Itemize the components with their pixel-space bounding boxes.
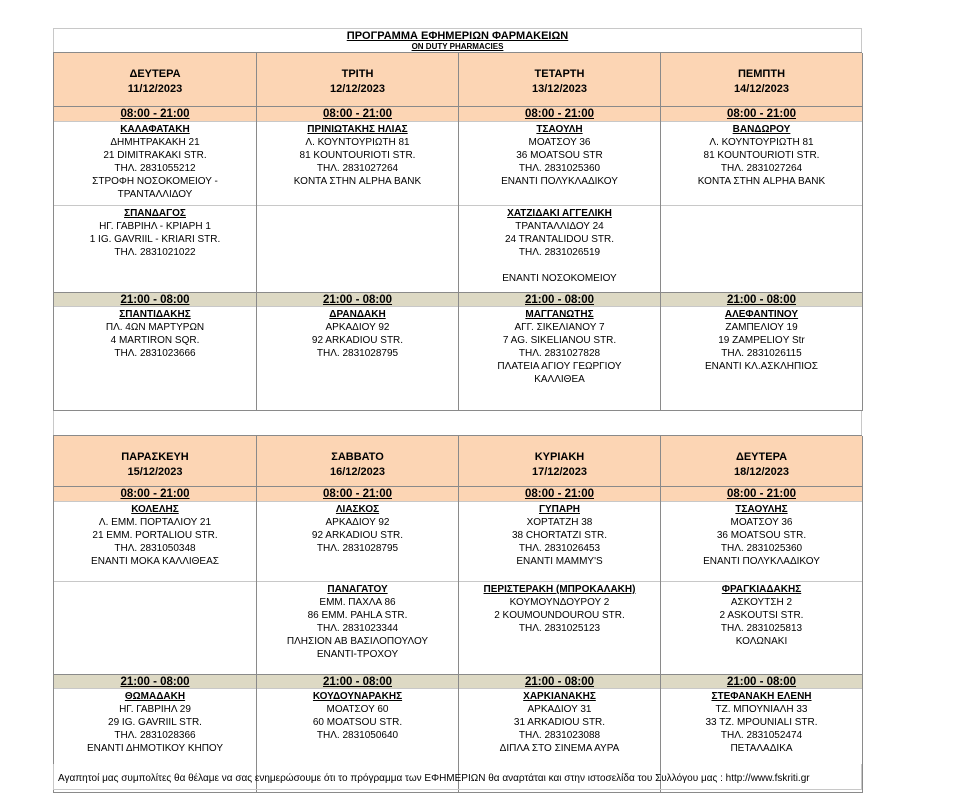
day-name: ΔΕΥΤΕΡΑ	[735, 451, 788, 463]
pharmacy-detail: ΗΓ. ΓΑΒΡΙΗΛ - ΚΡΙΑΡΗ 1	[99, 221, 211, 232]
pharmacy-detail: ΑΡΚΑΔΙΟΥ 31	[527, 704, 592, 715]
pharmacy-detail: 60 MOATSOU STR.	[312, 717, 403, 728]
pharmacy-name: ΤΣΑΟΥΛΗ	[536, 124, 583, 135]
day-shift-hours: 08:00 - 21:00	[257, 107, 458, 122]
pharmacy-detail: 86 EMM. PAHLA STR.	[307, 610, 408, 621]
day-column	[54, 436, 257, 793]
pharmacy-name: ΠΑΝΑΓΑΤΟΥ	[327, 584, 388, 595]
pharmacy-detail: ΠΛΗΣΙΟΝ ΑΒ ΒΑΣΙΛΟΠΟΥΛΟΥ	[286, 636, 429, 647]
pharmacy-detail: ΤΗΛ. 2831025813	[720, 623, 803, 634]
pharmacy-detail: ΠΕΤΑΛΑΔΙΚΑ	[730, 743, 793, 754]
pharmacy-detail: ΑΣΚΟΥΤΣΗ 2	[730, 597, 793, 608]
pharmacy-name: ΦΡΑΓΚΙΑΔΑΚΗΣ	[721, 584, 802, 595]
day-name: ΤΡΙΤΗ	[341, 68, 374, 80]
day-shift-pharmacy	[459, 122, 660, 206]
pharmacy-detail: ΤΗΛ. 2831055212	[114, 163, 196, 174]
day-header	[459, 436, 660, 487]
page-subtitle: ON DUTY PHARMACIES	[411, 42, 504, 51]
day-shift-second-pharmacy	[257, 206, 458, 292]
pharmacy-detail: ΤΗΛ. 2831023088	[518, 730, 601, 741]
pharmacy-detail: ΤΗΛ. 2831025360	[720, 543, 803, 554]
pharmacy-detail: ΑΡΚΑΔΙΟΥ 92	[325, 322, 390, 333]
pharmacy-detail: Λ. ΚΟΥΝΤΟΥΡΙΩΤΗ 81	[305, 137, 410, 148]
day-name: ΤΕΤΑΡΤΗ	[534, 68, 585, 80]
pharmacy-name: ΣΠΑΝΔΑΓΟΣ	[124, 208, 186, 219]
pharmacy-name: ΚΟΛΕΛΗΣ	[131, 504, 179, 515]
pharmacy-name: ΤΣΑΟΥΛΗΣ	[735, 504, 788, 515]
day-name: ΣΑΒΒΑΤΟ	[331, 451, 384, 463]
pharmacy-detail: ΔΗΜΗΤΡΑΚΑΚΗ 21	[110, 137, 200, 148]
pharmacy-name: ΔΡΑΝΔΑΚΗ	[329, 309, 386, 320]
pharmacy-detail: ΕΜΜ. ΠΑΧΛΑ 86	[319, 597, 396, 608]
pharmacy-name: ΚΑΛΑΦΑΤΑΚΗ	[120, 124, 190, 135]
day-column	[257, 53, 459, 411]
night-shift-pharmacy	[459, 307, 660, 411]
pharmacy-detail: ΜΟΑΤΣΟΥ 36	[528, 137, 591, 148]
day-shift-hours: 08:00 - 21:00	[257, 487, 458, 502]
pharmacy-detail: ΤΡΑΝΤΑΛΛΙΔΟΥ 24	[515, 221, 604, 232]
pharmacy-detail: ΚΑΛΛΙΘΕΑ	[534, 374, 585, 385]
pharmacy-detail: ΤΗΛ. 2831028366	[114, 730, 196, 741]
day-shift-second-pharmacy	[257, 582, 458, 674]
pharmacy-detail: ΤΗΛ. 2831027264	[316, 163, 399, 174]
pharmacy-detail: 81 KOUNTOURIOTI STR.	[299, 150, 416, 161]
pharmacy-name: ΣΤΕΦΑΝΑΚΗ ΕΛΕΝΗ	[711, 691, 812, 702]
footer-note: Αγαπητοί μας συμπολίτες θα θέλαμε να σας ενημερώσουμε ότι το πρόγραμμα των ΕΦΗΜΕΡΙΩΝ θα αναρτάται και στην ιστοσελίδα του Συλλόγου μας : http://www.fskriti.gr	[53, 764, 862, 790]
night-shift-hours: 21:00 - 08:00	[257, 292, 458, 307]
day-column	[661, 53, 863, 411]
day-date: 17/12/2023	[531, 466, 588, 478]
pharmacy-detail: ΤΗΛ. 2831023344	[316, 623, 399, 634]
pharmacy-detail: ΤΗΛ. 2831023666	[114, 348, 196, 359]
pharmacy-name: ΣΠΑΝΤΙΔΑΚΗΣ	[119, 309, 191, 320]
pharmacy-detail: ΜΟΑΤΣΟΥ 60	[326, 704, 389, 715]
pharmacy-name: ΜΑΓΓΑΝΩΤΗΣ	[525, 309, 594, 320]
pharmacy-detail: ΕΝΑΝΤΙ ΔΗΜΟΤΙΚΟΥ ΚΗΠΟΥ	[86, 743, 224, 754]
day-date: 16/12/2023	[329, 466, 386, 478]
pharmacy-detail: ΚΟΝΤΑ ΣΤΗΝ ALPHA BANK	[293, 176, 422, 187]
pharmacy-detail: ΤΗΛ. 2831026519	[518, 247, 601, 258]
pharmacy-detail: ΔΙΠΛΑ ΣΤΟ ΣΙΝΕΜΑ ΑΥΡΑ	[499, 743, 620, 754]
pharmacy-detail: ΚΟΛΩΝΑΚΙ	[735, 636, 788, 647]
pharmacy-detail: 21 EMM. PORTALIOU STR.	[92, 530, 218, 541]
pharmacy-detail: 4 MARTIRON SQR.	[110, 335, 200, 346]
day-date: 15/12/2023	[127, 466, 183, 478]
week-2-grid	[53, 435, 862, 793]
night-shift-hours: 21:00 - 08:00	[257, 674, 458, 689]
pharmacy-detail: ΤΗΛ. 2831028795	[316, 543, 399, 554]
pharmacy-detail: ΤΗΛ. 2831027828	[518, 348, 601, 359]
pharmacy-detail: ΜΟΑΤΣΟΥ 36	[730, 517, 793, 528]
pharmacy-detail: ΕΝΑΝΤΙ ΠΟΛΥΚΛΑΔΙΚΟΥ	[501, 176, 618, 187]
day-name: ΠΕΜΠΤΗ	[737, 68, 786, 80]
day-header	[257, 436, 458, 487]
pharmacy-name: ΑΛΕΦΑΝΤΙΝΟΥ	[724, 309, 799, 320]
pharmacy-detail: ΠΛ. 4ΩΝ ΜΑΡΤΥΡΩΝ	[105, 322, 205, 333]
pharmacy-detail: ΠΛΑΤΕΙΑ ΑΓΙΟΥ ΓΕΩΡΓΙΟΥ	[497, 361, 622, 372]
pharmacy-detail: ΤΡΑΝΤΑΛΛΙΔΟΥ	[117, 189, 193, 200]
day-shift-second-pharmacy	[459, 206, 660, 292]
pharmacy-name: ΓΥΠΑΡΗ	[538, 504, 580, 515]
day-shift-hours: 08:00 - 21:00	[661, 487, 862, 502]
night-shift-hours: 21:00 - 08:00	[661, 674, 862, 689]
pharmacy-detail: ΕΝΑΝΤΙ ΜΟΚΑ ΚΑΛΛΙΘΕΑΣ	[91, 556, 219, 567]
day-column	[54, 53, 257, 411]
pharmacy-detail: ΤΗΛ. 2831021022	[114, 247, 196, 258]
pharmacy-detail: 2 KOUMOUNDOUROU STR.	[494, 610, 625, 621]
pharmacy-name: ΚΟΥΔΟΥΝΑΡΑΚΗΣ	[312, 691, 403, 702]
pharmacy-detail: 92 ARKADIOU STR.	[311, 335, 404, 346]
pharmacy-detail: ΑΓΓ. ΣΙΚΕΛΙΑΝΟΥ 7	[514, 322, 605, 333]
pharmacy-detail: Λ. ΕΜΜ. ΠΟΡΤΑΛΙΟΥ 21	[98, 517, 212, 528]
pharmacy-detail: ΖΑΜΠΕΛΙΟΥ 19	[725, 322, 798, 333]
week-separator	[53, 411, 862, 435]
day-column	[459, 53, 661, 411]
night-shift-pharmacy	[54, 307, 256, 411]
day-shift-pharmacy	[661, 122, 862, 206]
day-date: 12/12/2023	[329, 83, 386, 95]
day-shift-pharmacy	[661, 502, 862, 582]
night-shift-pharmacy	[661, 307, 862, 411]
pharmacy-detail: 24 TRANTALIDOU STR.	[504, 234, 615, 245]
day-date: 18/12/2023	[733, 466, 790, 478]
pharmacy-detail: 1 IG. GAVRIIL - KRIARI STR.	[89, 234, 221, 245]
pharmacy-detail: 81 KOUNTOURIOTI STR.	[703, 150, 820, 161]
pharmacy-detail: ΣΤΡΟΦΗ ΝΟΣΟΚΟΜΕΙΟΥ -	[92, 176, 218, 187]
day-column	[661, 436, 863, 793]
pharmacy-detail: ΤΖ. ΜΠΟΥΝΙΑΛΗ 33	[715, 704, 808, 715]
day-header	[661, 53, 862, 107]
night-shift-hours: 21:00 - 08:00	[54, 292, 256, 307]
day-header	[661, 436, 862, 487]
pharmacy-detail: 36 MOATSOU STR	[516, 150, 603, 161]
pharmacy-detail: 7 AG. SIKELIANOU STR.	[502, 335, 617, 346]
pharmacy-detail: 19 ZAMPELIOY Str	[718, 335, 805, 346]
day-shift-pharmacy	[257, 122, 458, 206]
pharmacy-detail	[459, 259, 660, 272]
pharmacy-detail: ΤΗΛ. 2831028795	[316, 348, 399, 359]
pharmacy-detail: ΤΗΛ. 2831025360	[518, 163, 601, 174]
day-date: 13/12/2023	[531, 83, 588, 95]
pharmacy-detail: 21 DIMITRAKAKI STR.	[103, 150, 207, 161]
day-shift-hours: 08:00 - 21:00	[459, 487, 660, 502]
day-shift-pharmacy	[54, 122, 256, 206]
day-shift-second-pharmacy	[459, 582, 660, 674]
day-shift-pharmacy	[459, 502, 660, 582]
pharmacy-detail: ΕΝΑΝΤΙ ΝΟΣΟΚΟΜΕΙΟΥ	[502, 273, 617, 284]
night-shift-pharmacy	[257, 307, 458, 411]
header	[53, 28, 862, 52]
pharmacy-detail: ΕΝΑΝΤΙ ΠΟΛΥΚΛΑΔΙΚΟΥ	[703, 556, 820, 567]
pharmacy-name: ΠΡΙΝΙΩΤΑΚΗΣ ΗΛΙΑΣ	[307, 124, 408, 135]
day-header	[459, 53, 660, 107]
pharmacy-detail: ΕΝΑΝΤΙ ΚΛ.ΑΣΚΛΗΠΙΟΣ	[705, 361, 818, 372]
page-title: ΠΡΟΓΡΑΜΜΑ ΕΦΗΜΕΡΙΩΝ ΦΑΡΜΑΚΕΙΩΝ	[346, 30, 569, 42]
day-column	[459, 436, 661, 793]
day-name: ΚΥΡΙΑΚΗ	[534, 451, 585, 463]
day-shift-second-pharmacy	[54, 206, 256, 292]
day-name: ΠΑΡΑΣΚΕΥΗ	[121, 451, 189, 463]
pharmacy-name: ΛΙΑΣΚΟΣ	[335, 504, 380, 515]
pharmacy-detail: ΕΝΑΝΤΙ MAMMY'S	[516, 556, 603, 567]
day-shift-second-pharmacy	[661, 206, 862, 292]
day-header	[54, 53, 256, 107]
pharmacy-detail: 29 IG. GAVRIIL STR.	[108, 717, 202, 728]
pharmacy-name: ΠΕΡΙΣΤΕΡΑΚΗ (ΜΠΡΟΚΑΛΑΚΗ)	[483, 584, 636, 595]
pharmacy-detail: 33 TZ. MPOUNIALI STR.	[705, 717, 818, 728]
pharmacy-detail: 2 ASKOUTSI STR.	[719, 610, 804, 621]
pharmacy-detail: ΤΗΛ. 2831050640	[316, 730, 399, 741]
week-1-grid	[53, 52, 862, 411]
pharmacy-name: ΧΑΡΚΙΑΝΑΚΗΣ	[523, 691, 596, 702]
pharmacy-name: ΧΑΤΖΙΔΑΚΙ ΑΓΓΕΛΙΚΗ	[507, 208, 612, 219]
day-header	[257, 53, 458, 107]
pharmacy-detail: ΧΟΡΤΑΤΖΗ 38	[526, 517, 593, 528]
pharmacy-detail: 38 CHORTATZI STR.	[511, 530, 607, 541]
pharmacy-detail: ΤΗΛ. 2831027264	[720, 163, 803, 174]
day-header	[54, 436, 256, 487]
day-shift-second-pharmacy	[54, 582, 256, 674]
day-shift-hours: 08:00 - 21:00	[661, 107, 862, 122]
day-column	[257, 436, 459, 793]
day-shift-hours: 08:00 - 21:00	[54, 107, 256, 122]
night-shift-hours: 21:00 - 08:00	[661, 292, 862, 307]
pharmacy-detail: ΤΗΛ. 2831025123	[518, 623, 601, 634]
night-shift-hours: 21:00 - 08:00	[54, 674, 256, 689]
day-date: 14/12/2023	[733, 83, 790, 95]
pharmacy-detail: Λ. ΚΟΥΝΤΟΥΡΙΩΤΗ 81	[709, 137, 814, 148]
day-shift-pharmacy	[54, 502, 256, 582]
night-shift-hours: 21:00 - 08:00	[459, 674, 660, 689]
schedule-sheet	[53, 28, 862, 793]
pharmacy-detail: ΤΗΛ. 2831026453	[518, 543, 601, 554]
pharmacy-detail: ΤΗΛ. 2831050348	[114, 543, 196, 554]
day-name: ΔΕΥΤΕΡΑ	[129, 68, 181, 80]
day-shift-hours: 08:00 - 21:00	[54, 487, 256, 502]
pharmacy-detail: 36 MOATSOU STR.	[716, 530, 807, 541]
pharmacy-detail: ΚΟΝΤΑ ΣΤΗΝ ALPHA BANK	[697, 176, 826, 187]
pharmacy-detail: ΤΗΛ. 2831052474	[720, 730, 803, 741]
day-date: 11/12/2023	[127, 83, 183, 95]
night-shift-hours: 21:00 - 08:00	[459, 292, 660, 307]
pharmacy-detail: ΑΡΚΑΔΙΟΥ 92	[325, 517, 390, 528]
pharmacy-name: ΘΩΜΑΔΑΚΗ	[124, 691, 186, 702]
pharmacy-detail: ΗΓ. ΓΑΒΡΙΗΛ 29	[119, 704, 191, 715]
day-shift-pharmacy	[257, 502, 458, 582]
pharmacy-detail: ΕΝΑΝΤΙ-ΤΡΟΧΟΥ	[316, 649, 399, 660]
pharmacy-detail: 92 ARKADIOU STR.	[311, 530, 404, 541]
pharmacy-detail: ΤΗΛ. 2831026115	[721, 348, 802, 359]
day-shift-hours: 08:00 - 21:00	[459, 107, 660, 122]
pharmacy-name: ΒΑΝΔΩΡΟΥ	[732, 124, 791, 135]
day-shift-second-pharmacy	[661, 582, 862, 674]
pharmacy-detail: ΚΟΥΜΟΥΝΔΟΥΡΟΥ 2	[509, 597, 610, 608]
pharmacy-detail: 31 ARKADIOU STR.	[513, 717, 606, 728]
